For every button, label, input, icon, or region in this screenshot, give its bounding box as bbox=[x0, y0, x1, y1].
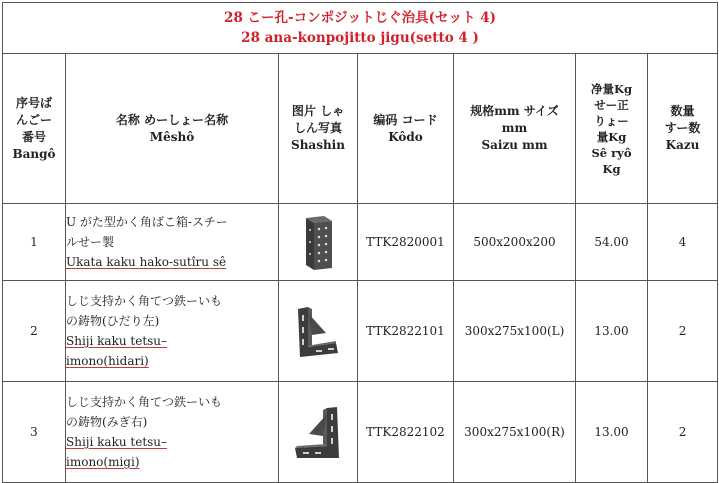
row-size: 300x275x100(R) bbox=[454, 382, 576, 483]
row-quantity: 2 bbox=[648, 382, 718, 483]
box-fixture-icon bbox=[298, 212, 338, 272]
title-japanese: 28 こー孔-コンポジットじぐ治具(セット 4) bbox=[224, 10, 497, 26]
row-name: しじ支持かく角てつ鉄ーいも の鋳物(ひだり左) Shiji kaku tetsu– imono(hidari) bbox=[66, 281, 279, 382]
row-size: 500x200x200 bbox=[454, 204, 576, 281]
angle-bracket-left-icon bbox=[292, 303, 344, 359]
row-photo bbox=[279, 281, 358, 382]
header-size: 规格mm サイズ mm Saizu mm bbox=[454, 54, 576, 204]
row-code: TTK2820001 bbox=[358, 204, 454, 281]
header-code: 编码 コード Kôdo bbox=[358, 54, 454, 204]
row-photo bbox=[279, 204, 358, 281]
row-number: 2 bbox=[3, 281, 66, 382]
parts-table bbox=[2, 2, 718, 483]
row-weight: 13.00 bbox=[576, 281, 648, 382]
row-photo bbox=[279, 382, 358, 483]
row-weight: 54.00 bbox=[576, 204, 648, 281]
title-row bbox=[3, 3, 718, 54]
row-weight: 13.00 bbox=[576, 382, 648, 483]
angle-bracket-right-icon bbox=[291, 402, 345, 462]
row-quantity: 4 bbox=[648, 204, 718, 281]
row-code: TTK2822101 bbox=[358, 281, 454, 382]
row-code: TTK2822102 bbox=[358, 382, 454, 483]
table-row bbox=[3, 204, 718, 281]
table-row bbox=[3, 281, 718, 382]
header-number: 序号ば んごー 番号 Bangô bbox=[3, 54, 66, 204]
row-number: 3 bbox=[3, 382, 66, 483]
row-name: U がた型かく角ばこ箱-スチー ルせー製 Ukata kaku hako-sutîru sê bbox=[66, 204, 279, 281]
table-row bbox=[3, 382, 718, 483]
table-title bbox=[3, 3, 718, 54]
title-romaji: 28 ana-konpojitto jigu(setto 4 ) bbox=[241, 30, 479, 46]
header-row bbox=[3, 54, 718, 204]
header-weight: 净量Kg せー正 りょー 量Kg Sê ryô Kg bbox=[576, 54, 648, 204]
row-number: 1 bbox=[3, 204, 66, 281]
row-size: 300x275x100(L) bbox=[454, 281, 576, 382]
row-quantity: 2 bbox=[648, 281, 718, 382]
header-quantity: 数量 すー数 Kazu bbox=[648, 54, 718, 204]
header-photo: 图片 しゃ しん写真 Shashin bbox=[279, 54, 358, 204]
header-name: 名称 めーしょー名称 Mêshô bbox=[66, 54, 279, 204]
row-name: しじ支持かく角てつ鉄ーいも の鋳物(みぎ右) Shiji kaku tetsu– imono(migi) bbox=[66, 382, 279, 483]
